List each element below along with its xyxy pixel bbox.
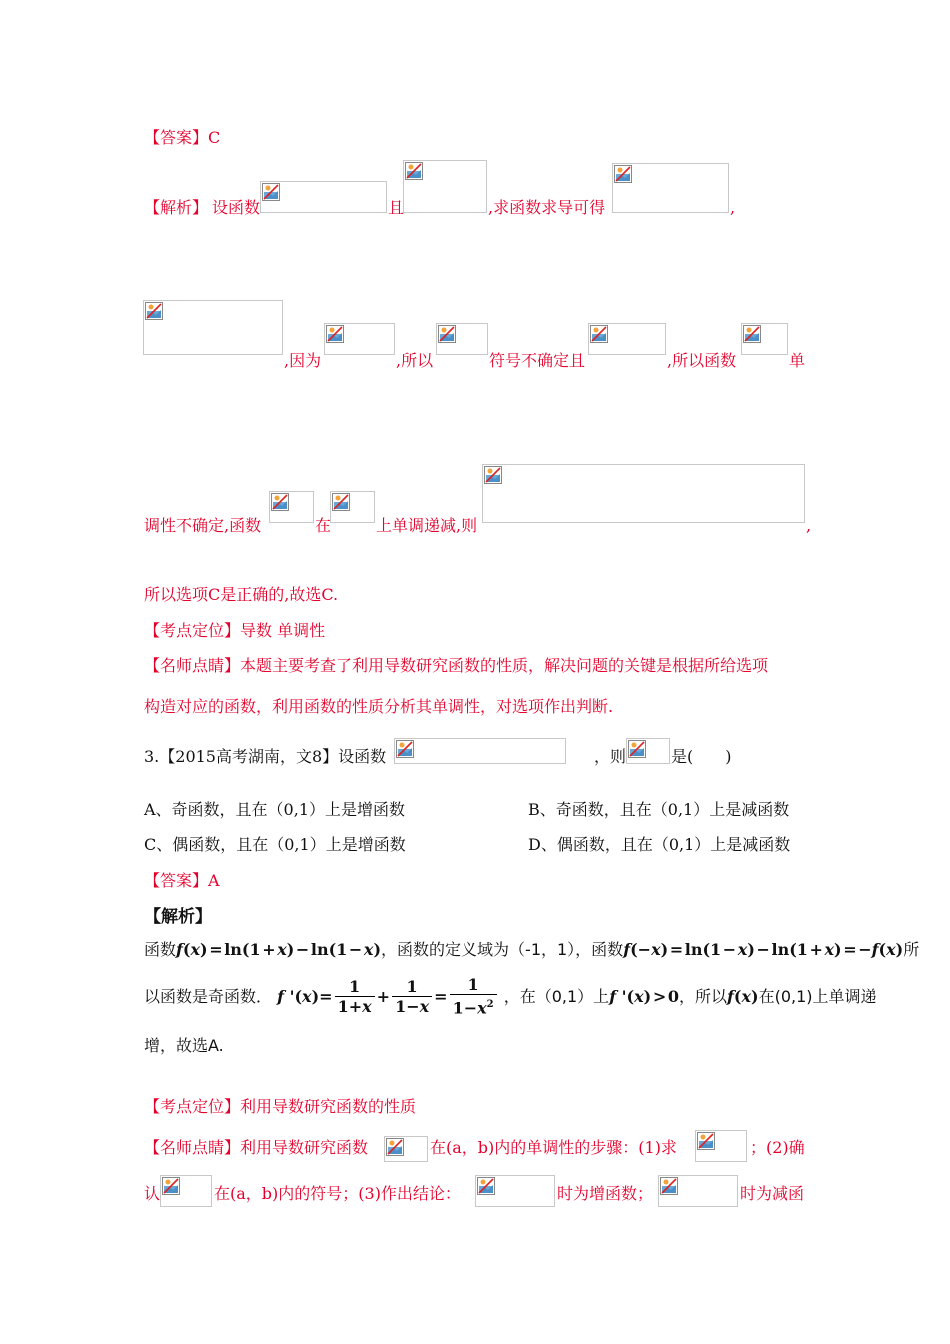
text-fragment: 且 xyxy=(388,198,405,217)
broken-image-icon xyxy=(326,325,344,343)
text-fragment: 时为减函 xyxy=(740,1184,805,1203)
text-fragment: 在(a，b)内的符号；(3)作出结论： xyxy=(214,1184,461,1203)
formula-image xyxy=(324,323,395,355)
option-a: A、奇函数，且在（0,1）上是增函数 xyxy=(144,800,406,819)
answer-line-q3 xyxy=(144,871,220,891)
formula-image xyxy=(436,323,488,355)
answer-line xyxy=(144,128,220,148)
text-fragment: ；(2)确 xyxy=(750,1138,805,1157)
mingshi-label: 【名师点睛】 xyxy=(144,656,241,675)
broken-image-icon xyxy=(438,325,456,343)
mingshi-q3-prefix xyxy=(144,1138,368,1158)
formula-image xyxy=(482,464,805,523)
formula-image xyxy=(626,738,670,764)
formula-image xyxy=(269,491,314,523)
answer-value: A xyxy=(208,871,220,890)
broken-image-icon xyxy=(262,183,280,201)
text-fragment: 在(0,1)上单调递 xyxy=(758,987,877,1006)
formula-image xyxy=(695,1130,747,1162)
text-fragment: 在 xyxy=(315,516,332,535)
broken-image-icon xyxy=(477,1177,495,1195)
broken-image-icon xyxy=(484,466,502,484)
text-fragment: 单 xyxy=(789,351,806,370)
text-fragment: 上单调递减,则 xyxy=(376,516,478,535)
broken-image-icon xyxy=(271,493,289,511)
formula-image xyxy=(588,323,666,355)
formula-image xyxy=(403,160,487,213)
mingshi-text-2: 构造对应的函数，利用函数的性质分析其单调性，对选项作出判断. xyxy=(144,697,614,716)
text-fragment: 调性不确定,函数 xyxy=(144,516,262,535)
broken-image-icon xyxy=(332,493,350,511)
kaodian-text: 导数 单调性 xyxy=(240,621,326,640)
text-fragment: ，所以 xyxy=(678,987,727,1006)
analysis-label: 【解析】 xyxy=(144,198,209,217)
text-fragment: ,所以函数 xyxy=(667,351,737,370)
option-b: B、奇函数，且在（0,1）上是减函数 xyxy=(528,800,790,819)
answer-value: C xyxy=(208,128,221,147)
broken-image-icon xyxy=(405,162,423,180)
broken-image-icon xyxy=(396,740,414,758)
formula-fx: f(x) xyxy=(726,987,759,1006)
broken-image-icon xyxy=(697,1132,715,1150)
text-fragment: ,因为 xyxy=(284,351,322,370)
text-fragment: ，函数的定义域为（-1，1），函数 xyxy=(381,940,624,959)
formula-image xyxy=(384,1136,428,1162)
analysis-title: 【解析】 xyxy=(144,907,212,927)
broken-image-icon xyxy=(145,302,163,320)
formula-image xyxy=(741,323,788,355)
broken-image-icon xyxy=(628,740,646,758)
text-fragment: , xyxy=(730,198,736,217)
formula-f-definition: f(x) = ln(1 + x) − ln(1 − x) xyxy=(176,940,382,959)
question-stem-prefix: 3.【2015高考湖南，文8】设函数 xyxy=(144,747,387,766)
kaodian-line-q3 xyxy=(144,1097,416,1117)
formula-image xyxy=(160,1175,212,1207)
text-fragment: 以函数是奇函数． xyxy=(144,987,273,1006)
formula-image xyxy=(143,300,283,355)
text-fragment: ，则 xyxy=(594,747,627,766)
formula-image xyxy=(658,1175,738,1207)
broken-image-icon xyxy=(660,1177,678,1195)
text-fragment: 利用导数研究函数 xyxy=(240,1138,369,1157)
text-fragment: 是( ) xyxy=(671,747,732,766)
formula-image xyxy=(612,163,729,213)
option-d: D、偶函数，且在（0,1）上是减函数 xyxy=(528,835,791,854)
text-fragment: ，在（0,1）上 xyxy=(503,987,610,1006)
analysis-line-2 xyxy=(144,972,877,1022)
text-fragment: 设函数 xyxy=(212,198,261,217)
broken-image-icon xyxy=(590,325,608,343)
text-fragment: 符号不确定且 xyxy=(489,351,586,370)
text-fragment: 函数 xyxy=(144,940,177,959)
text-fragment: 所 xyxy=(903,940,920,959)
broken-image-icon xyxy=(162,1177,180,1195)
answer-label: 【答案】 xyxy=(144,128,209,147)
mingshi-line xyxy=(144,656,768,676)
formula-image xyxy=(475,1175,555,1207)
text-fragment: 认 xyxy=(144,1184,161,1203)
mingshi-label: 【名师点睛】 xyxy=(144,1138,241,1157)
kaodian-label: 【考点定位】 xyxy=(144,1097,241,1116)
broken-image-icon xyxy=(614,165,632,183)
kaodian-text: 利用导数研究函数的性质 xyxy=(240,1097,417,1116)
formula-image xyxy=(260,181,387,213)
kaodian-line xyxy=(144,621,325,641)
formula-derivative-positive: f '(x) > 0 xyxy=(609,987,679,1006)
formula-image xyxy=(330,491,375,523)
option-c: C、偶函数，且在（0,1）上是增函数 xyxy=(144,835,406,854)
analysis-line-3: 增，故选A. xyxy=(144,1036,224,1055)
formula-image xyxy=(394,738,566,764)
formula-f-neg: f(−x) = ln(1 − x) − ln(1 + x) = −f(x) xyxy=(623,940,904,959)
conclusion-text: 所以选项C是正确的,故选C. xyxy=(144,585,339,604)
answer-label: 【答案】 xyxy=(144,871,209,890)
broken-image-icon xyxy=(743,325,761,343)
kaodian-label: 【考点定位】 xyxy=(144,621,241,640)
text-fragment: ,所以 xyxy=(396,351,434,370)
mingshi-text: 本题主要考查了利用导数研究函数的性质，解决问题的关键是根据所给选项 xyxy=(240,656,769,675)
broken-image-icon xyxy=(386,1138,404,1156)
text-fragment: 在(a，b)内的单调性的步骤：(1)求 xyxy=(430,1138,677,1157)
analysis-line-1 xyxy=(144,938,919,962)
formula-derivative: f '(x)= $\frac{1}{1+x}$ + $\frac{1}{1-x}$ = $\frac{1}{1-x^2}$ xyxy=(277,987,499,1006)
text-fragment: 时为增函数； xyxy=(557,1184,654,1203)
text-fragment: ,求函数求导可得 xyxy=(488,198,606,217)
text-fragment: , xyxy=(806,516,812,535)
